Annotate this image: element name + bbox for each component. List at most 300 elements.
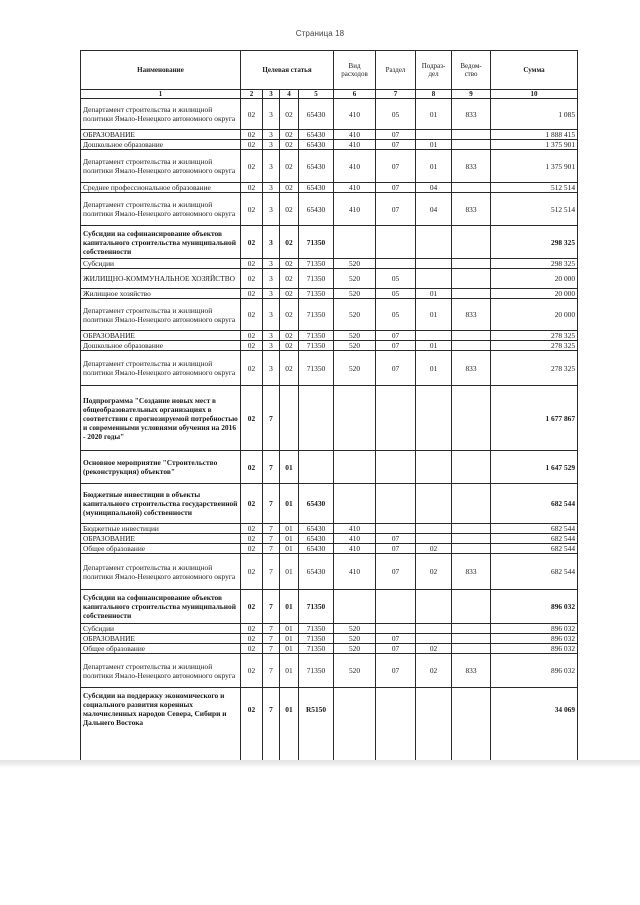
table-row [81, 130, 578, 140]
section-cell: 07 [376, 534, 416, 544]
name-cell: Дошкольное образование [81, 140, 241, 150]
header-subsection: Подраз- дел [416, 51, 452, 90]
target-article-1-cell: 02 [241, 634, 263, 644]
header-department: Ведом- ство [452, 51, 491, 90]
department-cell [452, 331, 491, 341]
expense-type-cell [334, 386, 376, 451]
target-article-4-cell: 71350 [299, 259, 334, 269]
name-cell: Департамент строительства и жилищной политики Ямало-Ненецкого автономного округа [81, 554, 241, 590]
section-cell: 07 [376, 130, 416, 140]
target-article-1-cell: 02 [241, 259, 263, 269]
amount-cell: 1 085 [491, 99, 578, 130]
target-article-3-cell: 01 [280, 634, 299, 644]
name-cell: Субсидии на софинансирование объектов капитального строительства муниципальной собственности [81, 590, 241, 624]
department-cell: 833 [452, 299, 491, 331]
amount-cell: 1 647 529 [491, 451, 578, 484]
target-article-1-cell: 02 [241, 644, 263, 654]
subsection-cell [416, 259, 452, 269]
amount-cell: 298 325 [491, 259, 578, 269]
department-cell: 833 [452, 99, 491, 130]
subsection-cell [416, 590, 452, 624]
table-row [81, 269, 578, 289]
amount-cell: 278 325 [491, 351, 578, 386]
section-cell: 07 [376, 140, 416, 150]
column-number: 8 [416, 90, 452, 99]
name-cell: ОБРАЗОВАНИЕ [81, 534, 241, 544]
name-cell: Департамент строительства и жилищной политики Ямало-Ненецкого автономного округа [81, 99, 241, 130]
target-article-3-cell [280, 386, 299, 451]
subsection-cell: 02 [416, 554, 452, 590]
name-cell: Бюджетные инвестиции в объекты капитального строительства государственной (муниципальной) собственности [81, 484, 241, 524]
table-row [81, 183, 578, 193]
target-article-3-cell: 01 [280, 688, 299, 768]
subsection-cell: 04 [416, 193, 452, 226]
target-article-4-cell: 65430 [299, 183, 334, 193]
target-article-2-cell: 7 [263, 544, 280, 554]
header-expense-type-cell [334, 51, 376, 90]
section-cell [376, 226, 416, 259]
section-cell [376, 451, 416, 484]
name-cell: Департамент строительства и жилищной политики Ямало-Ненецкого автономного округа [81, 299, 241, 331]
subsection-cell: 02 [416, 644, 452, 654]
expense-type-cell: 520 [334, 299, 376, 331]
expense-type-cell: 410 [334, 554, 376, 590]
name-cell: Жилищное хозяйство [81, 289, 241, 299]
table-row [81, 193, 578, 226]
amount-cell: 512 514 [491, 193, 578, 226]
target-article-1-cell: 02 [241, 544, 263, 554]
subsection-cell: 02 [416, 654, 452, 688]
header-row [81, 51, 578, 90]
target-article-4-cell: 71350 [299, 299, 334, 331]
department-cell: 833 [452, 654, 491, 688]
subsection-cell [416, 524, 452, 534]
target-article-4-cell: 71350 [299, 634, 334, 644]
name-cell: Департамент строительства и жилищной политики Ямало-Ненецкого автономного округа [81, 351, 241, 386]
expense-type-cell: 520 [334, 351, 376, 386]
target-article-1-cell: 02 [241, 130, 263, 140]
target-article-1-cell: 02 [241, 624, 263, 634]
section-cell: 07 [376, 644, 416, 654]
department-cell [452, 226, 491, 259]
target-article-3-cell: 02 [280, 341, 299, 351]
amount-cell: 1 375 901 [491, 140, 578, 150]
target-article-2-cell: 7 [263, 534, 280, 544]
amount-cell: 20 000 [491, 289, 578, 299]
target-article-2-cell: 3 [263, 130, 280, 140]
target-article-1-cell: 02 [241, 386, 263, 451]
target-article-4-cell: R5150 [299, 688, 334, 768]
target-article-4-cell: 65430 [299, 99, 334, 130]
name-cell: ОБРАЗОВАНИЕ [81, 634, 241, 644]
target-article-3-cell: 01 [280, 544, 299, 554]
amount-cell: 682 544 [491, 544, 578, 554]
target-article-4-cell: 65430 [299, 150, 334, 183]
target-article-4-cell [299, 451, 334, 484]
target-article-2-cell: 7 [263, 386, 280, 451]
department-cell [452, 130, 491, 140]
section-cell [376, 688, 416, 768]
target-article-3-cell: 01 [280, 451, 299, 484]
target-article-1-cell: 02 [241, 341, 263, 351]
expense-type-cell: 520 [334, 624, 376, 634]
target-article-2-cell: 3 [263, 269, 280, 289]
table-row [81, 99, 578, 130]
name-cell: Департамент строительства и жилищной политики Ямало-Ненецкого автономного округа [81, 193, 241, 226]
subsection-cell: 04 [416, 183, 452, 193]
subsection-cell: 01 [416, 99, 452, 130]
expense-type-cell: 520 [334, 259, 376, 269]
name-cell: Департамент строительства и жилищной политики Ямало-Ненецкого автономного округа [81, 654, 241, 688]
amount-cell: 298 325 [491, 226, 578, 259]
department-cell [452, 386, 491, 451]
header-target-article: Целевая статья [241, 51, 334, 90]
table-row [81, 590, 578, 624]
subsection-cell [416, 688, 452, 768]
section-cell [376, 484, 416, 524]
target-article-4-cell: 65430 [299, 484, 334, 524]
column-number: 4 [280, 90, 299, 99]
target-article-4-cell: 71350 [299, 331, 334, 341]
section-cell: 05 [376, 289, 416, 299]
department-cell [452, 534, 491, 544]
target-article-1-cell: 02 [241, 183, 263, 193]
table-row [81, 484, 578, 524]
table-row [81, 289, 578, 299]
expense-type-cell [334, 590, 376, 624]
department-cell [452, 688, 491, 768]
subsection-cell: 01 [416, 150, 452, 183]
header-expense-type: Вид расходов [341, 61, 368, 78]
department-cell [452, 624, 491, 634]
target-article-2-cell: 3 [263, 351, 280, 386]
table-row [81, 544, 578, 554]
amount-cell: 34 069 [491, 688, 578, 768]
target-article-2-cell: 3 [263, 183, 280, 193]
target-article-1-cell: 02 [241, 688, 263, 768]
table-row [81, 554, 578, 590]
amount-cell: 512 514 [491, 183, 578, 193]
amount-cell: 896 032 [491, 624, 578, 634]
table-row [81, 634, 578, 644]
target-article-4-cell: 71350 [299, 624, 334, 634]
expense-type-cell: 520 [334, 289, 376, 299]
expense-type-cell: 410 [334, 99, 376, 130]
subsection-cell [416, 226, 452, 259]
name-cell: Основное мероприятие "Строительство (реконструкция) объектов" [81, 451, 241, 484]
section-cell: 07 [376, 634, 416, 644]
amount-cell: 896 032 [491, 590, 578, 624]
target-article-2-cell: 7 [263, 554, 280, 590]
subsection-cell [416, 624, 452, 634]
target-article-1-cell: 02 [241, 451, 263, 484]
department-cell: 833 [452, 150, 491, 183]
section-cell [376, 524, 416, 534]
department-cell [452, 259, 491, 269]
name-cell: Субсидии [81, 624, 241, 634]
table-row [81, 534, 578, 544]
table-row [81, 654, 578, 688]
target-article-3-cell: 02 [280, 183, 299, 193]
target-article-2-cell: 3 [263, 99, 280, 130]
expense-type-cell [334, 226, 376, 259]
section-cell: 07 [376, 183, 416, 193]
target-article-1-cell: 02 [241, 299, 263, 331]
target-article-4-cell: 65430 [299, 193, 334, 226]
department-cell [452, 341, 491, 351]
target-article-2-cell: 7 [263, 644, 280, 654]
target-article-3-cell: 01 [280, 590, 299, 624]
target-article-3-cell: 01 [280, 524, 299, 534]
target-article-1-cell: 02 [241, 484, 263, 524]
table-body [81, 99, 578, 768]
name-cell: Бюджетные инвестиции [81, 524, 241, 534]
expense-type-cell: 410 [334, 150, 376, 183]
target-article-1-cell: 02 [241, 193, 263, 226]
target-article-3-cell: 01 [280, 644, 299, 654]
column-number-row [81, 90, 578, 99]
section-cell: 07 [376, 341, 416, 351]
target-article-2-cell: 3 [263, 259, 280, 269]
name-cell: Субсидии на поддержку экономического и социального развития коренных малочисленных народов Севера, Сибири и Дальнего Востока [81, 688, 241, 768]
target-article-2-cell: 3 [263, 331, 280, 341]
subsection-cell [416, 130, 452, 140]
subsection-cell: 01 [416, 341, 452, 351]
column-number: 2 [241, 90, 263, 99]
table-row [81, 331, 578, 341]
department-cell: 833 [452, 351, 491, 386]
target-article-4-cell: 71350 [299, 289, 334, 299]
amount-cell: 896 032 [491, 654, 578, 688]
name-cell: Департамент строительства и жилищной политики Ямало-Ненецкого автономного округа [81, 150, 241, 183]
expense-type-cell: 520 [334, 331, 376, 341]
target-article-2-cell: 7 [263, 590, 280, 624]
department-cell [452, 289, 491, 299]
expense-type-cell: 410 [334, 524, 376, 534]
department-cell [452, 544, 491, 554]
target-article-2-cell: 7 [263, 451, 280, 484]
name-cell: ЖИЛИЩНО-КОММУНАЛЬНОЕ ХОЗЯЙСТВО [81, 269, 241, 289]
amount-cell: 1 888 415 [491, 130, 578, 140]
expense-type-cell [334, 484, 376, 524]
expense-type-cell: 410 [334, 544, 376, 554]
name-cell: ОБРАЗОВАНИЕ [81, 130, 241, 140]
target-article-3-cell: 02 [280, 150, 299, 183]
expense-type-cell: 410 [334, 140, 376, 150]
amount-cell: 1 677 867 [491, 386, 578, 451]
amount-cell: 682 544 [491, 524, 578, 534]
target-article-4-cell: 71350 [299, 341, 334, 351]
subsection-cell [416, 451, 452, 484]
name-cell: Подпрограмма "Создание новых мест в общеобразовательных организациях в соответствии с прогнозируемой потребностью и современными условиями обучения на 2016 - 2020 годы" [81, 386, 241, 451]
expense-type-cell: 520 [334, 634, 376, 644]
target-article-2-cell: 7 [263, 654, 280, 688]
target-article-4-cell: 65430 [299, 524, 334, 534]
target-article-4-cell: 71350 [299, 654, 334, 688]
section-cell: 07 [376, 544, 416, 554]
department-cell [452, 183, 491, 193]
target-article-1-cell: 02 [241, 150, 263, 183]
department-cell [452, 484, 491, 524]
subsection-cell [416, 484, 452, 524]
target-article-2-cell: 3 [263, 299, 280, 331]
subsection-cell: 02 [416, 544, 452, 554]
subsection-cell: 01 [416, 351, 452, 386]
amount-cell: 20 000 [491, 299, 578, 331]
column-number: 1 [81, 90, 241, 99]
target-article-4-cell: 71350 [299, 351, 334, 386]
target-article-1-cell: 02 [241, 654, 263, 688]
subsection-cell: 01 [416, 289, 452, 299]
target-article-4-cell: 65430 [299, 554, 334, 590]
target-article-3-cell: 02 [280, 351, 299, 386]
name-cell: Общее образование [81, 544, 241, 554]
target-article-2-cell: 3 [263, 193, 280, 226]
header-amount: Сумма [491, 51, 578, 90]
target-article-3-cell: 01 [280, 654, 299, 688]
table-row [81, 524, 578, 534]
department-cell [452, 634, 491, 644]
target-article-1-cell: 02 [241, 590, 263, 624]
target-article-1-cell: 02 [241, 331, 263, 341]
header-name: Наименование [81, 51, 241, 90]
department-cell [452, 451, 491, 484]
target-article-3-cell: 02 [280, 289, 299, 299]
target-article-1-cell: 02 [241, 524, 263, 534]
section-cell [376, 259, 416, 269]
expense-type-cell: 410 [334, 183, 376, 193]
amount-cell: 1 375 901 [491, 150, 578, 183]
subsection-cell [416, 386, 452, 451]
target-article-3-cell: 02 [280, 140, 299, 150]
table-row [81, 624, 578, 634]
expense-type-cell: 520 [334, 654, 376, 688]
table-row [81, 150, 578, 183]
target-article-2-cell: 7 [263, 524, 280, 534]
table-row [81, 644, 578, 654]
target-article-4-cell: 65430 [299, 544, 334, 554]
target-article-3-cell: 02 [280, 269, 299, 289]
column-number: 7 [376, 90, 416, 99]
department-cell: 833 [452, 554, 491, 590]
section-cell: 07 [376, 351, 416, 386]
department-cell [452, 269, 491, 289]
scan-edge [0, 760, 640, 768]
department-cell [452, 140, 491, 150]
target-article-1-cell: 02 [241, 269, 263, 289]
amount-cell: 682 544 [491, 484, 578, 524]
subsection-cell [416, 534, 452, 544]
table-row [81, 226, 578, 259]
section-cell: 05 [376, 99, 416, 130]
name-cell: Дошкольное образование [81, 341, 241, 351]
name-cell: Субсидии на софинансирование объектов капитального строительства муниципальной собственности [81, 226, 241, 259]
target-article-4-cell: 65430 [299, 130, 334, 140]
expense-type-cell [334, 451, 376, 484]
target-article-2-cell: 7 [263, 634, 280, 644]
subsection-cell [416, 269, 452, 289]
section-cell: 05 [376, 269, 416, 289]
header-section: Раздел [376, 51, 416, 90]
table-row [81, 299, 578, 331]
amount-cell: 278 325 [491, 331, 578, 341]
table-row [81, 351, 578, 386]
target-article-1-cell: 02 [241, 534, 263, 544]
subsection-cell [416, 634, 452, 644]
subsection-cell: 01 [416, 140, 452, 150]
target-article-1-cell: 02 [241, 226, 263, 259]
target-article-2-cell: 3 [263, 140, 280, 150]
department-cell [452, 524, 491, 534]
target-article-3-cell: 01 [280, 534, 299, 544]
target-article-3-cell: 02 [280, 299, 299, 331]
name-cell: Среднее профессиональное образование [81, 183, 241, 193]
target-article-2-cell: 7 [263, 688, 280, 768]
subsection-cell: 01 [416, 299, 452, 331]
column-number: 3 [263, 90, 280, 99]
department-cell [452, 644, 491, 654]
target-article-1-cell: 02 [241, 289, 263, 299]
target-article-2-cell: 3 [263, 341, 280, 351]
target-article-3-cell: 02 [280, 130, 299, 140]
name-cell: ОБРАЗОВАНИЕ [81, 331, 241, 341]
target-article-3-cell: 01 [280, 484, 299, 524]
section-cell [376, 590, 416, 624]
name-cell: Общее образование [81, 644, 241, 654]
section-cell: 05 [376, 299, 416, 331]
target-article-2-cell: 3 [263, 289, 280, 299]
department-cell: 833 [452, 193, 491, 226]
section-cell: 07 [376, 150, 416, 183]
table-row [81, 451, 578, 484]
target-article-3-cell: 01 [280, 554, 299, 590]
target-article-2-cell: 7 [263, 484, 280, 524]
name-cell: Субсидии [81, 259, 241, 269]
target-article-4-cell: 65430 [299, 140, 334, 150]
expense-type-cell [334, 688, 376, 768]
target-article-4-cell: 71350 [299, 269, 334, 289]
target-article-3-cell: 02 [280, 193, 299, 226]
target-article-4-cell: 71350 [299, 590, 334, 624]
target-article-4-cell: 65430 [299, 534, 334, 544]
amount-cell: 20 000 [491, 269, 578, 289]
expense-type-cell: 410 [334, 193, 376, 226]
expense-type-cell: 520 [334, 644, 376, 654]
target-article-3-cell: 01 [280, 624, 299, 634]
section-cell [376, 624, 416, 634]
column-number: 9 [452, 90, 491, 99]
target-article-1-cell: 02 [241, 99, 263, 130]
target-article-2-cell: 3 [263, 226, 280, 259]
table-row [81, 259, 578, 269]
subsection-cell [416, 331, 452, 341]
target-article-3-cell: 02 [280, 259, 299, 269]
target-article-1-cell: 02 [241, 140, 263, 150]
column-number: 5 [299, 90, 334, 99]
table-row [81, 341, 578, 351]
section-cell [376, 386, 416, 451]
target-article-1-cell: 02 [241, 351, 263, 386]
section-cell: 07 [376, 193, 416, 226]
amount-cell: 896 032 [491, 634, 578, 644]
budget-table [80, 50, 578, 768]
column-number: 6 [334, 90, 376, 99]
target-article-2-cell: 3 [263, 150, 280, 183]
table-row [81, 140, 578, 150]
expense-type-cell: 520 [334, 269, 376, 289]
amount-cell: 278 325 [491, 341, 578, 351]
target-article-2-cell: 7 [263, 624, 280, 634]
